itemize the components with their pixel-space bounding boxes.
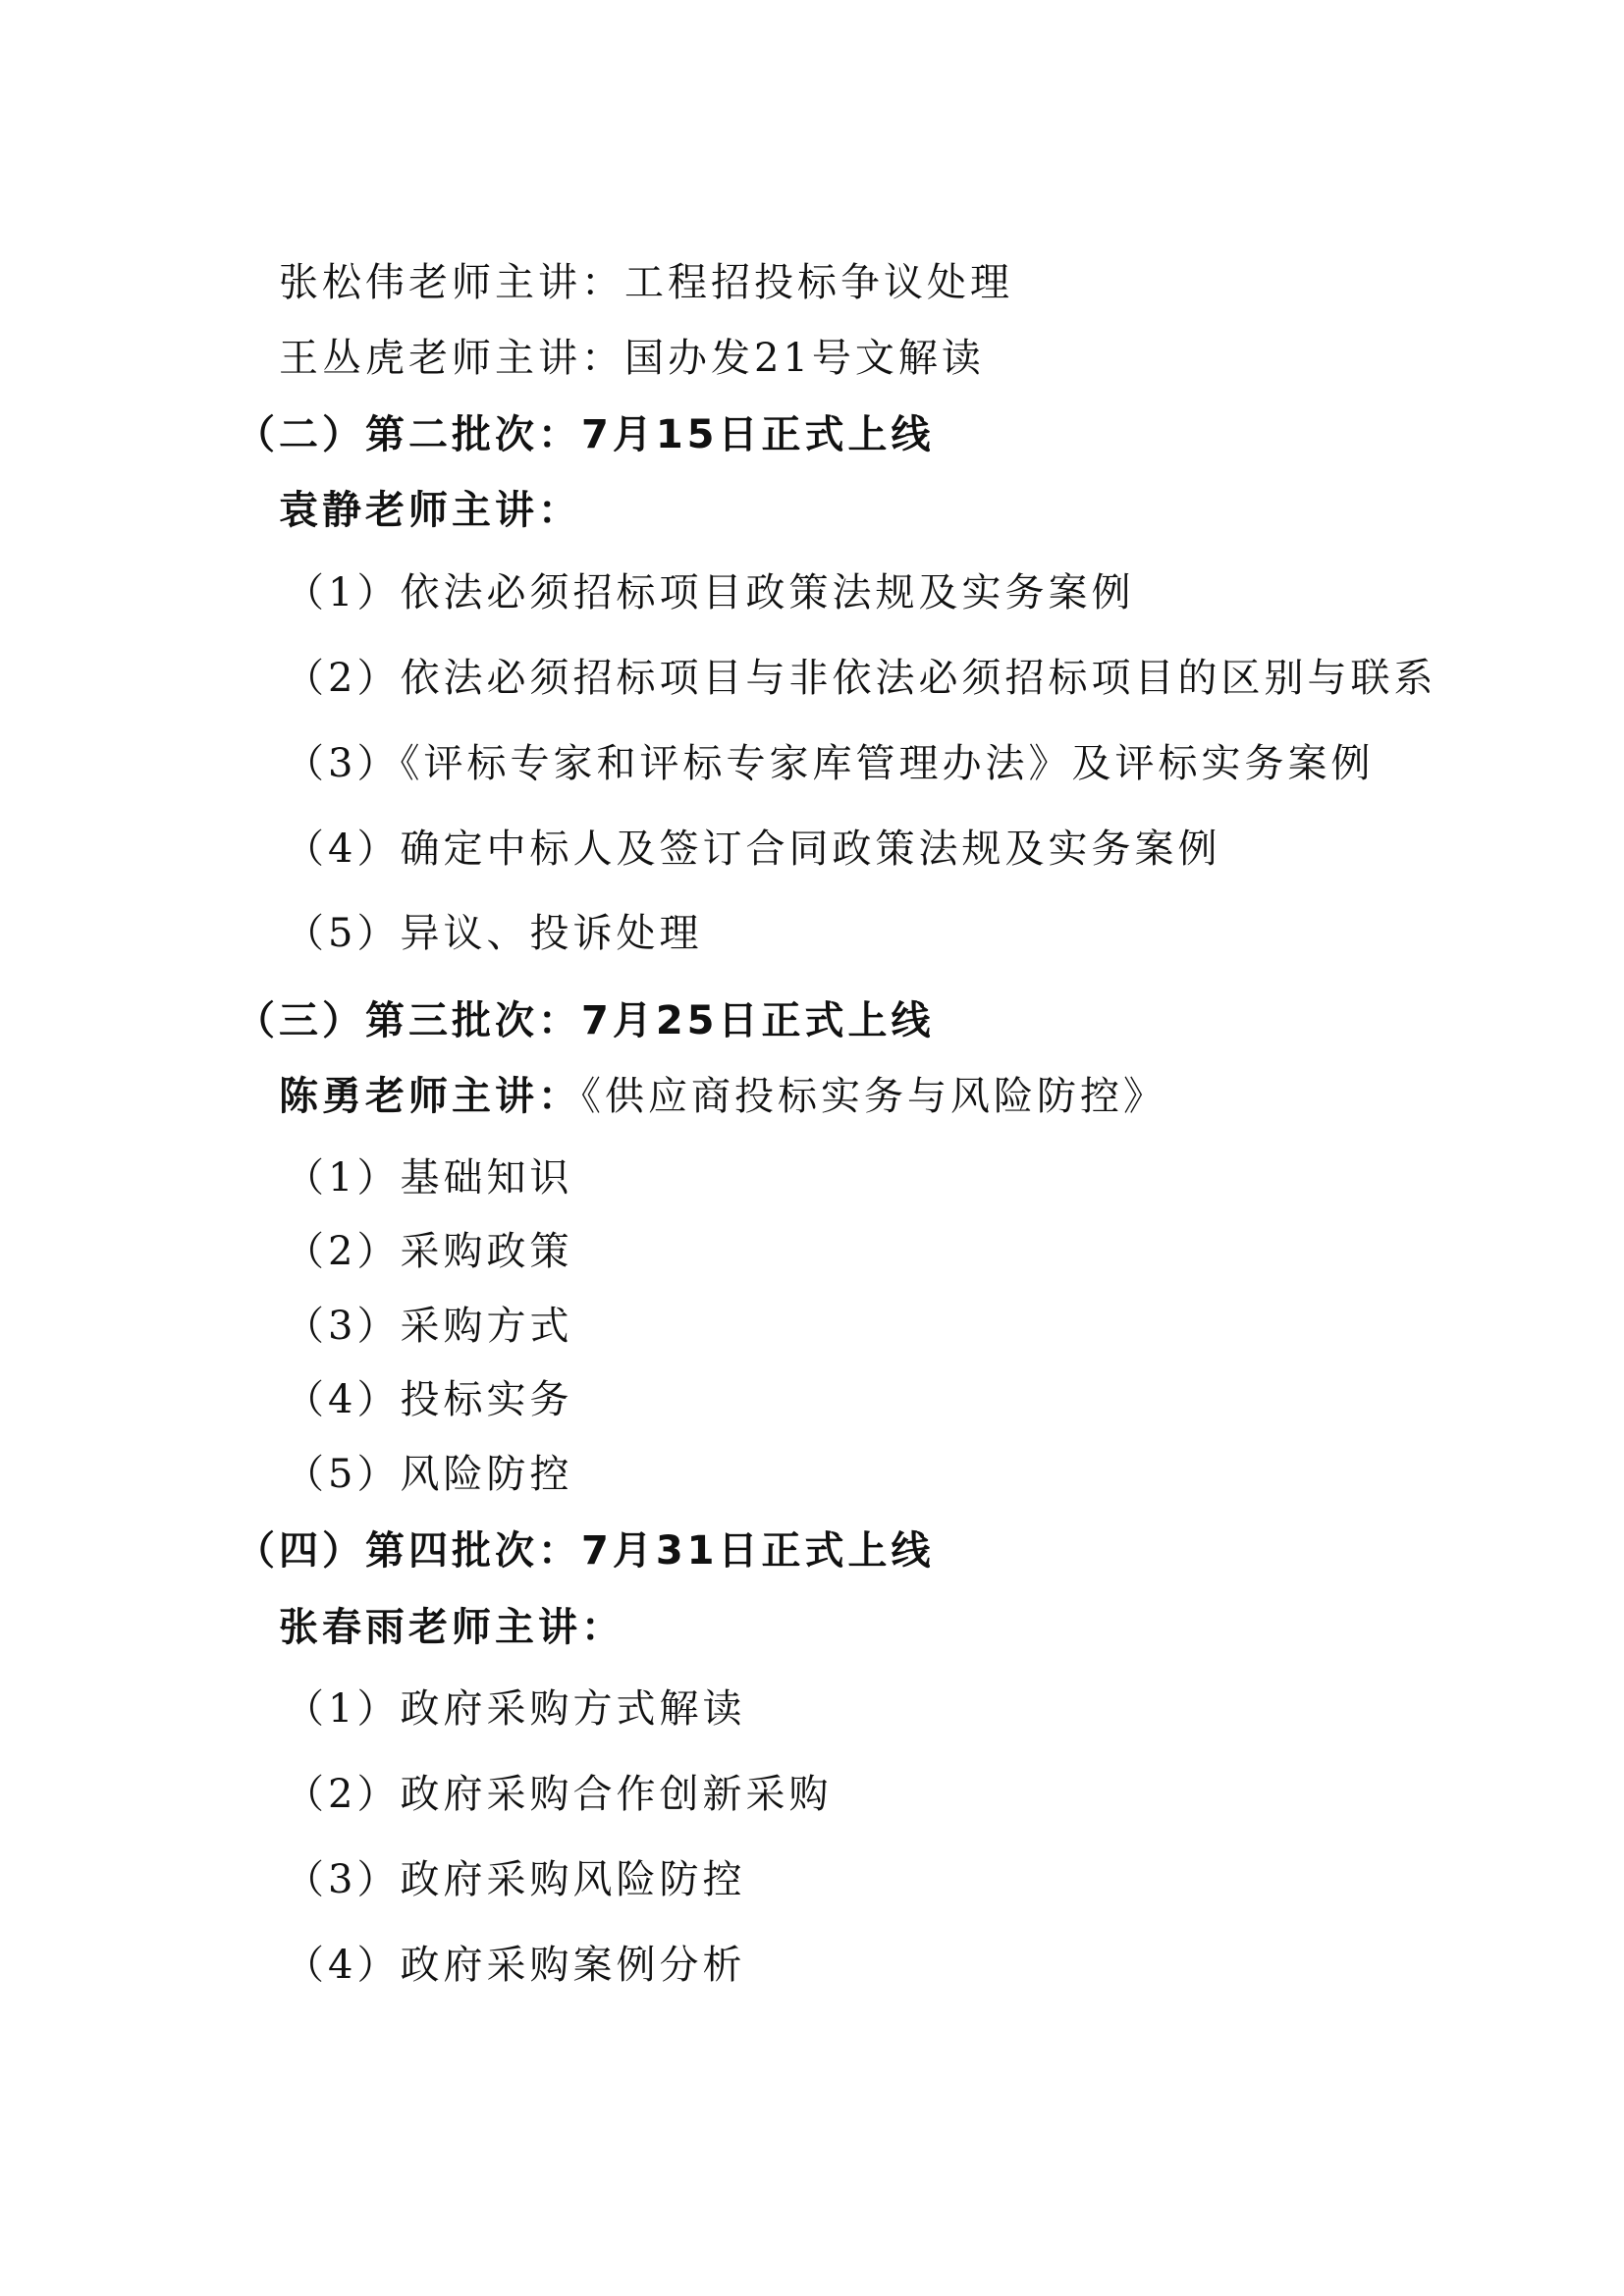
list-item: （4）政府采购案例分析 [285,1943,746,1988]
list-item: （5）风险防控 [285,1452,573,1497]
list-item: （5）异议、投诉处理 [285,911,703,956]
speaker-heading: 陈勇老师主讲： [279,1074,581,1119]
list-item: （4）投标实务 [285,1377,573,1422]
list-item: （1）基础知识 [285,1155,573,1201]
text-line: 张松伟老师主讲：工程招投标争议处理 [279,260,1013,305]
list-item: （2）依法必须招标项目与非依法必须招标项目的区别与联系 [285,656,1437,701]
course-title: 《供应商投标实务与风险防控》 [581,1074,1166,1119]
speaker-heading-line [279,1069,1166,1124]
list-item: （3）政府采购风险防控 [285,1857,746,1902]
list-item: （3）《评标专家和评标专家库管理办法》及评标实务案例 [285,741,1375,786]
list-item: （2）采购政策 [285,1229,573,1274]
section-heading: （三）第三批次：7月25日正式上线 [236,998,935,1043]
list-item: （1）依法必须招标项目政策法规及实务案例 [285,570,1135,615]
speaker-heading: 袁静老师主讲： [279,488,581,533]
list-item: （2）政府采购合作创新采购 [285,1772,833,1817]
list-item: （1）政府采购方式解读 [285,1686,746,1732]
speaker-heading: 张春雨老师主讲： [279,1605,624,1650]
section-heading: （二）第二批次：7月15日正式上线 [236,412,935,457]
list-item: （4）确定中标人及签订合同政策法规及实务案例 [285,827,1221,872]
list-item: （3）采购方式 [285,1304,573,1349]
section-heading: （四）第四批次：7月31日正式上线 [236,1528,935,1574]
text-line: 王丛虎老师主讲：国办发21号文解读 [279,336,985,381]
